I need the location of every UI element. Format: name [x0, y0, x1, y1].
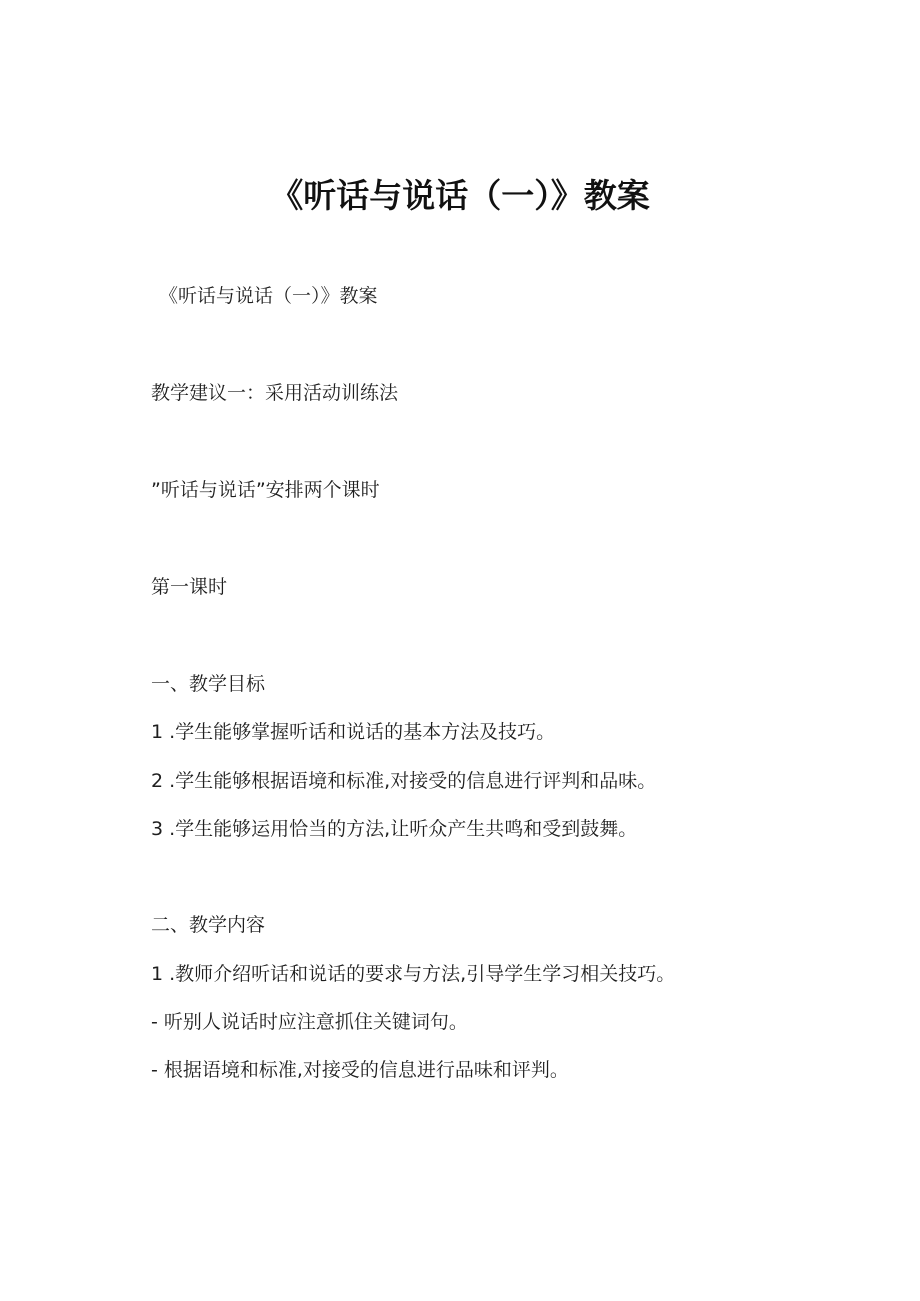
section-heading-objectives: 一、教学目标 — [151, 673, 266, 695]
objective-item: 3 .学生能够运用恰当的方法,让听众产生共鸣和受到鼓舞。 — [151, 818, 638, 840]
lesson-heading: 第一课时 — [151, 576, 228, 598]
document-title: 《听话与说话（一）》教案 — [270, 176, 650, 215]
content-item: - 听别人说话时应注意抓住关键词句。 — [151, 1011, 468, 1033]
teaching-advice: 教学建议一：采用活动训练法 — [151, 382, 399, 404]
objective-item: 1 .学生能够掌握听话和说话的基本方法及技巧。 — [151, 721, 556, 743]
content-item: - 根据语境和标准,对接受的信息进行品味和评判。 — [151, 1059, 569, 1081]
section-heading-content: 二、教学内容 — [151, 914, 266, 936]
objective-item: 2 .学生能够根据语境和标准,对接受的信息进行评判和品味。 — [151, 770, 657, 792]
content-item: 1 .教师介绍听话和说话的要求与方法,引导学生学习相关技巧。 — [151, 963, 676, 985]
lesson-arrangement: ”听话与说话”安排两个课时 — [151, 479, 380, 501]
document-subtitle: 《听话与说话（一）》教案 — [159, 285, 378, 307]
